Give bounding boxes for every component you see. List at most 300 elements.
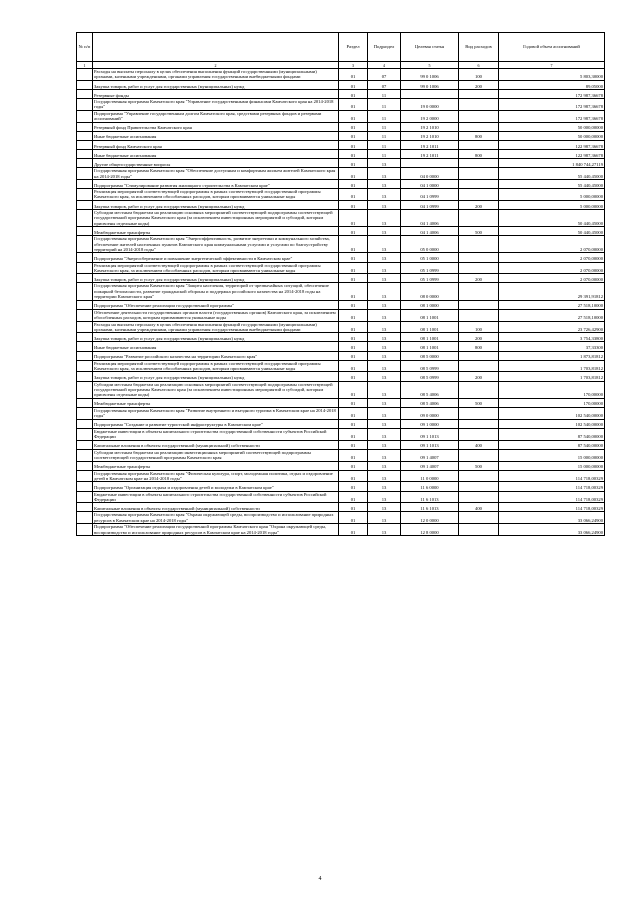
row-subsection-cell: 13 — [368, 209, 401, 226]
row-expense-type-cell: 500 — [459, 398, 499, 407]
row-section-cell: 01 — [339, 470, 368, 482]
row-name-cell: Закупка товаров, работ и услуг для государственных (муниципальных) нужд — [93, 200, 339, 209]
row-target-cell: 19 2 1010 — [401, 131, 459, 140]
row-name-cell: Субсидии местным бюджетам на реализацию основных мероприятий соответствующей подпрограммы соответствующей государственной программы Камчатского края (за исключением инвестиционных мероприятий и субсидий, которым присвоены отдельные коды) — [93, 209, 339, 226]
row-target-cell: 04 1 4006 — [401, 209, 459, 226]
table-row — [77, 503, 605, 512]
row-name-cell: Реализация мероприятий соответствующей подпрограммы в рамках соответствующей государственной программы Камчатского края, за исключением обособленных расходов, которым присваиваются уникальные коды — [93, 360, 339, 372]
row-target-cell: 08 5 4006 — [401, 381, 459, 398]
row-subsection-cell: 11 — [368, 131, 401, 140]
row-section-cell: 01 — [339, 262, 368, 274]
row-subsection-cell: 13 — [368, 262, 401, 274]
row-number-cell — [77, 80, 93, 89]
row-name-cell: Бюджетные инвестиции в объекты капитального строительства государственной собственности субъектов Российской Федерации — [93, 491, 339, 503]
row-name-cell: Подпрограмма "Обеспечение реализации государственной программы" — [93, 300, 339, 309]
table-row — [77, 89, 605, 98]
row-name-cell: Резервный фонд Правительства Камчатского края — [93, 122, 339, 131]
row-amount-cell: 89,05000 — [499, 80, 605, 89]
row-expense-type-cell — [459, 283, 499, 300]
row-subsection-cell: 13 — [368, 419, 401, 428]
row-target-cell: 09 1 1013 — [401, 428, 459, 440]
row-expense-type-cell — [459, 351, 499, 360]
row-number-cell — [77, 189, 93, 201]
row-amount-cell: 1 840 744,27119 — [499, 159, 605, 168]
row-section-cell: 01 — [339, 209, 368, 226]
row-section-cell: 01 — [339, 253, 368, 262]
table-row — [77, 482, 605, 491]
column-index: 1 — [77, 62, 93, 69]
row-number-cell — [77, 524, 93, 536]
row-expense-type-cell — [459, 524, 499, 536]
row-section-cell: 01 — [339, 149, 368, 158]
row-amount-cell: 87 540,00000 — [499, 440, 605, 449]
row-target-cell: 08 5 4006 — [401, 398, 459, 407]
header-subsection: Подраздел — [368, 33, 401, 62]
row-number-cell — [77, 99, 93, 111]
table-row — [77, 470, 605, 482]
row-target-cell: 11 6 0000 — [401, 482, 459, 491]
table-row — [77, 209, 605, 226]
row-subsection-cell: 13 — [368, 168, 401, 180]
row-number-cell — [77, 461, 93, 470]
row-number-cell — [77, 381, 93, 398]
row-number-cell — [77, 179, 93, 188]
row-subsection-cell: 13 — [368, 482, 401, 491]
row-name-cell: Закупка товаров, работ и услуг для государственных (муниципальных) нужд — [93, 274, 339, 283]
row-section-cell: 01 — [339, 300, 368, 309]
row-number-cell — [77, 131, 93, 140]
column-index: 4 — [368, 62, 401, 69]
row-subsection-cell: 13 — [368, 300, 401, 309]
row-section-cell: 01 — [339, 461, 368, 470]
row-number-cell — [77, 110, 93, 122]
row-name-cell: Подпрограмма "Организация отдыха и оздоровления детей и молодежи в Камчатском крае" — [93, 482, 339, 491]
row-subsection-cell: 13 — [368, 449, 401, 461]
row-target-cell: 04 0 0000 — [401, 168, 459, 180]
table-row — [77, 372, 605, 381]
row-name-cell: Резервные фонды — [93, 89, 339, 98]
row-amount-cell: 37,33300 — [499, 342, 605, 351]
row-amount-cell: 87 540,00000 — [499, 428, 605, 440]
page-number: 4 — [318, 876, 322, 882]
row-section-cell: 01 — [339, 200, 368, 209]
row-subsection-cell: 13 — [368, 440, 401, 449]
header-target-article: Целевая статья — [401, 33, 459, 62]
table-row — [77, 524, 605, 536]
row-amount-cell: 170,00000 — [499, 398, 605, 407]
row-target-cell: 04 1 0000 — [401, 179, 459, 188]
row-number-cell — [77, 491, 93, 503]
row-section-cell: 01 — [339, 168, 368, 180]
row-expense-type-cell: 400 — [459, 440, 499, 449]
row-expense-type-cell: 800 — [459, 149, 499, 158]
row-expense-type-cell — [459, 309, 499, 321]
row-number-cell — [77, 482, 93, 491]
row-expense-type-cell — [459, 110, 499, 122]
row-name-cell: Государственная программа Камчатского края "Управление государственными финансами Камчатского края на 2014-2018 годы" — [93, 99, 339, 111]
row-subsection-cell: 13 — [368, 360, 401, 372]
row-amount-cell: 33 066,24900 — [499, 512, 605, 524]
row-name-cell: Капитальные вложения в объекты государственной (муниципальной) собственности — [93, 503, 339, 512]
row-subsection-cell: 13 — [368, 321, 401, 333]
row-number-cell — [77, 398, 93, 407]
row-expense-type-cell: 800 — [459, 131, 499, 140]
row-amount-cell: 29 391,91812 — [499, 283, 605, 300]
row-name-cell: Субсидии местным бюджетам на реализацию основных мероприятий соответствующей подпрограммы соответствующей государственной программы Камчатского края (за исключением инвестиционных мероприятий и субсидий, которым присвоены отдельные коды) — [93, 381, 339, 398]
row-section-cell: 01 — [339, 140, 368, 149]
row-amount-cell: 50 000,00000 — [499, 122, 605, 131]
row-name-cell: Подпрограмма "Обеспечение реализации государственной программы Камчатского края "Охрана окружающей среды, воспроизводство и использование природных ресурсов в Камчатском крае на 2014-2018 годы" — [93, 524, 339, 536]
row-amount-cell: 5 000,00000 — [499, 189, 605, 201]
column-index: 2 — [93, 62, 339, 69]
row-expense-type-cell — [459, 381, 499, 398]
row-amount-cell: 122 987,36678 — [499, 140, 605, 149]
row-amount-cell: 5 803,30000 — [499, 69, 605, 81]
row-expense-type-cell — [459, 360, 499, 372]
row-number-cell — [77, 159, 93, 168]
row-section-cell: 01 — [339, 321, 368, 333]
row-number-cell — [77, 309, 93, 321]
row-expense-type-cell — [459, 407, 499, 419]
row-expense-type-cell — [459, 482, 499, 491]
row-target-cell: 19 0 0000 — [401, 99, 459, 111]
row-section-cell: 01 — [339, 428, 368, 440]
header-num: № п/п — [77, 33, 93, 62]
row-section-cell: 01 — [339, 274, 368, 283]
row-number-cell — [77, 122, 93, 131]
row-amount-cell: 114 718,00329 — [499, 503, 605, 512]
row-amount-cell: 172 987,36678 — [499, 110, 605, 122]
row-amount-cell: 2 070,00000 — [499, 262, 605, 274]
row-expense-type-cell — [459, 419, 499, 428]
row-expense-type-cell: 400 — [459, 503, 499, 512]
row-target-cell: 08 5 0999 — [401, 360, 459, 372]
row-subsection-cell: 13 — [368, 524, 401, 536]
row-target-cell: 08 1 1001 — [401, 342, 459, 351]
row-section-cell: 01 — [339, 80, 368, 89]
row-expense-type-cell — [459, 512, 499, 524]
row-amount-cell: 172 987,36678 — [499, 89, 605, 98]
row-target-cell: 19 2 1010 — [401, 122, 459, 131]
row-subsection-cell: 13 — [368, 351, 401, 360]
row-amount-cell: 27 518,10000 — [499, 300, 605, 309]
row-name-cell: Иные бюджетные ассигнования — [93, 131, 339, 140]
row-section-cell: 01 — [339, 381, 368, 398]
row-amount-cell: 1 703,81812 — [499, 360, 605, 372]
header-amount: Годовой объем ассигнований — [499, 33, 605, 62]
column-index: 5 — [401, 62, 459, 69]
row-amount-cell: 27 518,10000 — [499, 309, 605, 321]
row-number-cell — [77, 168, 93, 180]
row-section-cell: 01 — [339, 110, 368, 122]
row-subsection-cell: 13 — [368, 381, 401, 398]
row-number-cell — [77, 512, 93, 524]
row-expense-type-cell: 200 — [459, 80, 499, 89]
row-subsection-cell: 07 — [368, 80, 401, 89]
row-section-cell: 01 — [339, 524, 368, 536]
row-amount-cell: 55 440,45000 — [499, 168, 605, 180]
row-name-cell: Государственная программа Камчатского края "Обеспечение доступным и комфортным жильем жителей Камчатского края на 2014-2018 годы" — [93, 168, 339, 180]
row-name-cell: Государственная программа Камчатского края "Физическая культура, спорт, молодежная политика, отдых и оздоровление детей в Камчатском крае на 2014-2018 годы" — [93, 470, 339, 482]
row-expense-type-cell: 200 — [459, 333, 499, 342]
table-row — [77, 189, 605, 201]
table-row — [77, 449, 605, 461]
row-section-cell: 01 — [339, 189, 368, 201]
row-number-cell — [77, 333, 93, 342]
row-subsection-cell: 13 — [368, 159, 401, 168]
row-subsection-cell: 11 — [368, 140, 401, 149]
row-name-cell: Другие общегосударственные вопросы — [93, 159, 339, 168]
row-number-cell — [77, 360, 93, 372]
row-name-cell: Межбюджетные трансферты — [93, 398, 339, 407]
row-amount-cell: 114 718,00329 — [499, 482, 605, 491]
row-target-cell: 08 1 0000 — [401, 300, 459, 309]
row-number-cell — [77, 449, 93, 461]
row-target-cell: 09 1 1013 — [401, 440, 459, 449]
row-target-cell: 04 1 4006 — [401, 227, 459, 236]
column-index-row — [77, 62, 605, 69]
row-section-cell: 01 — [339, 449, 368, 461]
row-target-cell: 12 0 0000 — [401, 512, 459, 524]
row-target-cell: 08 1 1001 — [401, 321, 459, 333]
row-expense-type-cell — [459, 300, 499, 309]
row-name-cell: Государственная программа Камчатского края "Защита населения, территорий от чрезвычайных ситуаций, обеспечение пожарной безопасности, развитие гражданской обороны и поддержка российского казачества на 2014-2018 годы на территории Камчатского края" — [93, 283, 339, 300]
row-number-cell — [77, 69, 93, 81]
row-name-cell: Подпрограмма "Управление государственным долгом Камчатского края, средствами резервных фондов и резервами ассигнований" — [93, 110, 339, 122]
row-amount-cell: 102 540,00000 — [499, 419, 605, 428]
table-row — [77, 440, 605, 449]
row-expense-type-cell — [459, 89, 499, 98]
row-subsection-cell: 13 — [368, 274, 401, 283]
row-number-cell — [77, 407, 93, 419]
row-subsection-cell: 07 — [368, 69, 401, 81]
row-amount-cell: 5 000,00000 — [499, 200, 605, 209]
row-subsection-cell: 13 — [368, 309, 401, 321]
row-name-cell: Бюджетные инвестиции в объекты капитального строительства государственной собственности субъектов Российской Федерации — [93, 428, 339, 440]
row-target-cell: 19 2 0000 — [401, 110, 459, 122]
table-row — [77, 262, 605, 274]
row-number-cell — [77, 283, 93, 300]
row-expense-type-cell — [459, 159, 499, 168]
table-row — [77, 342, 605, 351]
row-amount-cell: 55 440,45000 — [499, 179, 605, 188]
row-section-cell: 01 — [339, 227, 368, 236]
table-row — [77, 131, 605, 140]
table-row — [77, 227, 605, 236]
row-amount-cell: 2 070,00000 — [499, 253, 605, 262]
row-subsection-cell: 13 — [368, 470, 401, 482]
row-section-cell: 01 — [339, 512, 368, 524]
table-row — [77, 80, 605, 89]
row-section-cell: 01 — [339, 372, 368, 381]
table-row — [77, 351, 605, 360]
row-name-cell: Закупка товаров, работ и услуг для государственных (муниципальных) нужд — [93, 80, 339, 89]
row-expense-type-cell: 200 — [459, 274, 499, 283]
row-section-cell: 01 — [339, 482, 368, 491]
row-expense-type-cell — [459, 209, 499, 226]
row-target-cell: 11 6 1013 — [401, 491, 459, 503]
row-number-cell — [77, 321, 93, 333]
table-header — [77, 33, 605, 69]
row-expense-type-cell: 500 — [459, 227, 499, 236]
row-number-cell — [77, 428, 93, 440]
header-name — [93, 33, 339, 62]
header-expense-type: Вид расходов — [459, 33, 499, 62]
row-number-cell — [77, 140, 93, 149]
row-number-cell — [77, 236, 93, 253]
row-name-cell: Расходы на выплаты персоналу в целях обеспечения выполнения функций государственными (муниципальными) органами, казенными учреждениями, органами управления государственными внебюджетными фондами — [93, 69, 339, 81]
row-expense-type-cell — [459, 189, 499, 201]
row-subsection-cell: 13 — [368, 512, 401, 524]
row-name-cell: Резервный фонд Камчатского края — [93, 140, 339, 149]
row-target-cell: 04 1 0999 — [401, 189, 459, 201]
table-body — [77, 69, 605, 536]
row-subsection-cell: 11 — [368, 149, 401, 158]
row-subsection-cell: 13 — [368, 342, 401, 351]
row-subsection-cell: 13 — [368, 227, 401, 236]
row-number-cell — [77, 200, 93, 209]
row-amount-cell: 15 000,00000 — [499, 461, 605, 470]
row-amount-cell: 2 070,00000 — [499, 236, 605, 253]
row-target-cell: 08 5 0999 — [401, 372, 459, 381]
row-target-cell: 08 1 1001 — [401, 309, 459, 321]
row-expense-type-cell: 100 — [459, 321, 499, 333]
row-amount-cell: 15 000,00000 — [499, 449, 605, 461]
row-target-cell: 05 0 0000 — [401, 236, 459, 253]
table-row — [77, 283, 605, 300]
column-index: 7 — [499, 62, 605, 69]
table-row — [77, 274, 605, 283]
row-section-cell: 01 — [339, 503, 368, 512]
row-section-cell: 01 — [339, 360, 368, 372]
row-number-cell — [77, 253, 93, 262]
row-name-cell: Реализация мероприятий соответствующей подпрограммы в рамках соответствующей государственной программы Камчатского края, за исключением обособленных расходов, которым присваиваются уникальные коды — [93, 189, 339, 201]
row-name-cell: Государственная программа Камчатского края "Развитие внутреннего и въездного туризма в Камчатском крае на 2014-2018 годы" — [93, 407, 339, 419]
row-subsection-cell: 11 — [368, 110, 401, 122]
row-subsection-cell: 13 — [368, 236, 401, 253]
row-expense-type-cell — [459, 470, 499, 482]
row-section-cell: 01 — [339, 351, 368, 360]
table-row — [77, 159, 605, 168]
table-row — [77, 512, 605, 524]
row-target-cell: 05 1 0999 — [401, 274, 459, 283]
row-expense-type-cell — [459, 168, 499, 180]
row-section-cell: 01 — [339, 69, 368, 81]
row-expense-type-cell — [459, 253, 499, 262]
row-target-cell: 09 1 4007 — [401, 449, 459, 461]
row-target-cell — [401, 159, 459, 168]
row-target-cell: 11 0 0000 — [401, 470, 459, 482]
row-subsection-cell: 13 — [368, 461, 401, 470]
row-number-cell — [77, 351, 93, 360]
budget-table — [76, 32, 605, 536]
row-amount-cell: 2 070,00000 — [499, 274, 605, 283]
table-row — [77, 110, 605, 122]
row-amount-cell: 114 718,00329 — [499, 491, 605, 503]
row-target-cell: 99 0 1006 — [401, 69, 459, 81]
row-target-cell: 11 6 1013 — [401, 503, 459, 512]
row-name-cell: Подпрограмма "Стимулирование развития жилищного строительства в Камчатском крае" — [93, 179, 339, 188]
row-name-cell: Иные бюджетные ассигнования — [93, 149, 339, 158]
row-number-cell — [77, 274, 93, 283]
row-name-cell: Реализация мероприятий соответствующей подпрограммы в рамках соответствующей государственной программы Камчатского края, за исключением обособленных расходов, которым присваиваются уникальные коды — [93, 262, 339, 274]
row-subsection-cell: 13 — [368, 407, 401, 419]
row-name-cell: Подпрограмма "Создание и развитие туристской инфраструктуры в Камчатском крае" — [93, 419, 339, 428]
row-expense-type-cell: 100 — [459, 69, 499, 81]
row-number-cell — [77, 372, 93, 381]
table-row — [77, 253, 605, 262]
row-subsection-cell: 11 — [368, 122, 401, 131]
row-amount-cell: 50 000,00000 — [499, 131, 605, 140]
row-expense-type-cell — [459, 99, 499, 111]
row-subsection-cell: 13 — [368, 283, 401, 300]
table-row — [77, 236, 605, 253]
row-target-cell: 99 0 1006 — [401, 80, 459, 89]
row-name-cell: Государственная программа Камчатского края "Энергоэффективность, развитие энергетики и коммунального хозяйства, обеспечение жителей населенных пунктов Камчатского края коммунальными услугами и услугами по благоустройству территорий на 2014-2018 годы" — [93, 236, 339, 253]
row-target-cell: 19 2 1011 — [401, 149, 459, 158]
row-number-cell — [77, 342, 93, 351]
row-name-cell: Государственная программа Камчатского края "Охрана окружающей среды, воспроизводство и использование природных ресурсов в Камчатском крае на 2014-2018 годы" — [93, 512, 339, 524]
row-amount-cell: 50 440,45000 — [499, 209, 605, 226]
row-amount-cell: 33 066,24900 — [499, 524, 605, 536]
row-name-cell: Подпрограмма "Развитие российского казачества на территории Камчатского края" — [93, 351, 339, 360]
row-subsection-cell: 11 — [368, 99, 401, 111]
row-section-cell: 01 — [339, 407, 368, 419]
row-number-cell — [77, 149, 93, 158]
row-subsection-cell: 13 — [368, 253, 401, 262]
row-section-cell: 01 — [339, 99, 368, 111]
row-target-cell: 05 1 0000 — [401, 253, 459, 262]
row-expense-type-cell: 200 — [459, 372, 499, 381]
row-subsection-cell: 13 — [368, 428, 401, 440]
table-row — [77, 321, 605, 333]
table-row — [77, 398, 605, 407]
row-name-cell: Субсидии местным бюджетам на реализацию инвестиционных мероприятий соответствующей подпрограммы соответствующей государственной программы Камчатского края — [93, 449, 339, 461]
table-row — [77, 300, 605, 309]
row-target-cell: 05 1 0999 — [401, 262, 459, 274]
row-number-cell — [77, 227, 93, 236]
row-target-cell: 08 5 0000 — [401, 351, 459, 360]
table-row — [77, 428, 605, 440]
table-row — [77, 200, 605, 209]
row-amount-cell: 23 726,42900 — [499, 321, 605, 333]
table-row — [77, 333, 605, 342]
row-number-cell — [77, 262, 93, 274]
row-number-cell — [77, 300, 93, 309]
row-target-cell: 08 1 1001 — [401, 333, 459, 342]
row-name-cell: Расходы на выплаты персоналу в целях обеспечения выполнения функций государственными (муниципальными) органами, казенными учреждениями, органами управления государственными внебюджетными фондами — [93, 321, 339, 333]
row-subsection-cell: 13 — [368, 372, 401, 381]
row-number-cell — [77, 419, 93, 428]
row-target-cell: 09 1 4007 — [401, 461, 459, 470]
row-target-cell: 19 2 1011 — [401, 140, 459, 149]
row-expense-type-cell — [459, 179, 499, 188]
row-name-cell: Закупка товаров, работ и услуг для государственных (муниципальных) нужд — [93, 372, 339, 381]
row-target-cell: 09 1 0000 — [401, 419, 459, 428]
table-row — [77, 140, 605, 149]
row-subsection-cell: 13 — [368, 398, 401, 407]
row-amount-cell: 1 873,81812 — [499, 351, 605, 360]
table-row — [77, 360, 605, 372]
row-expense-type-cell — [459, 140, 499, 149]
row-amount-cell: 1 703,81812 — [499, 372, 605, 381]
row-name-cell: Обеспечение деятельности государственных органов власти (государственных органов) Камчатского края, за исключением обособленных расходов, которым присваиваются уникальные коды — [93, 309, 339, 321]
row-amount-cell: 3 754,33800 — [499, 333, 605, 342]
row-subsection-cell: 13 — [368, 179, 401, 188]
row-subsection-cell: 13 — [368, 503, 401, 512]
table-row — [77, 122, 605, 131]
row-expense-type-cell — [459, 262, 499, 274]
